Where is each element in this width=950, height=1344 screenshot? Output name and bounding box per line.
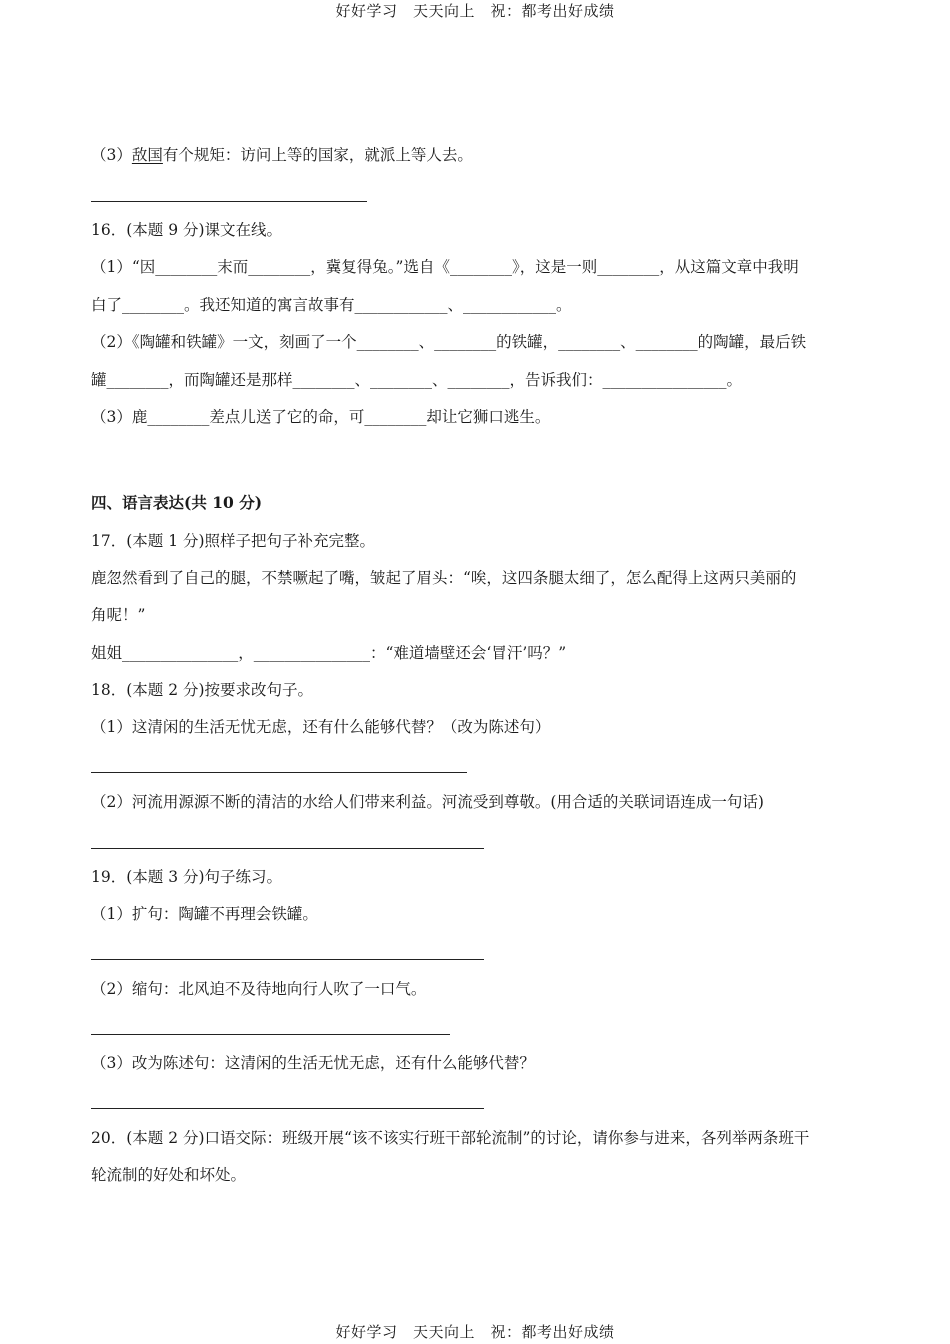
section-heading: 四、语言表达(共 10 分) (91, 493, 263, 512)
answer-line-q19-3[interactable] (91, 1108, 484, 1109)
answer-line-q18-1[interactable] (91, 772, 467, 773)
q19-part1: （1）扩句：陶罐不再理会铁罐。 (91, 905, 318, 923)
q19-title: 19．(本题 3 分)句子练习。 (91, 868, 283, 886)
q17-example-line1: 鹿忽然看到了自己的腿，不禁噘起了嘴，皱起了眉头：“唉，这四条腿太细了，怎么配得上这两只美丽的 (91, 569, 797, 587)
answer-line-q19-2[interactable] (91, 1034, 450, 1035)
q15-part3-underlined: 敌国 (131, 146, 163, 164)
q16-part2-line2: 罐________，而陶罐还是那样________、________、________，告诉我们：________________。 (91, 371, 743, 389)
page-header: 好好学习 天天向上 祝：都考出好成绩 (335, 2, 615, 20)
q16-part1-line2: 白了________。我还知道的寓言故事有____________、____________。 (91, 296, 572, 314)
q17-title: 17．(本题 1 分)照样子把句子补充完整。 (91, 532, 376, 550)
q20-line1: 20．(本题 2 分)口语交际：班级开展“该不该实行班干部轮流制”的讨论，请你参与进来，各列举两条班干 (91, 1129, 810, 1147)
q15-part3-rest: 有个规矩：访问上等的国家，就派上等人去。 (162, 146, 473, 164)
page-footer: 好好学习 天天向上 祝：都考出好成绩 (335, 1323, 615, 1341)
q16-part1-line1: （1）“因________末而________，冀复得兔。”选自《________》，这是一则________，从这篇文章中我明 (91, 258, 799, 276)
q16-part2-line1: （2）《陶罐和铁罐》一文，刻画了一个________、________的铁罐，________、________的陶罐，最后铁 (91, 333, 807, 351)
q17-example-line2: 角呢！” (91, 606, 146, 624)
q16-title: 16．(本题 9 分)课文在线。 (91, 221, 283, 239)
q16-part3: （3）鹿________差点儿送了它的命，可________却让它狮口逃生。 (91, 408, 551, 426)
answer-line-q18-2[interactable] (91, 848, 484, 849)
q19-part3: （3）改为陈述句：这清闲的生活无忧无虑，还有什么能够代替？ (91, 1054, 535, 1072)
q15-part3 (91, 145, 473, 165)
q18-part2: （2）河流用源源不断的清洁的水给人们带来利益。河流受到尊敬。(用合适的关联词语连成一句话) (91, 793, 764, 811)
answer-line-q15-3[interactable] (91, 201, 367, 202)
q18-title: 18．(本题 2 分)按要求改句子。 (91, 681, 314, 699)
q15-part3-prefix: （3） (91, 146, 132, 164)
q17-fill-sentence: 姐姐_______________，_______________：“难道墙壁还会‘冒汗’吗？” (91, 644, 567, 662)
answer-line-q19-1[interactable] (91, 959, 484, 960)
q20-line2: 轮流制的好处和坏处。 (91, 1166, 247, 1184)
q18-part1: （1）这清闲的生活无忧无虑，还有什么能够代替？（改为陈述句） (91, 718, 551, 736)
q19-part2: （2）缩句：北风迫不及待地向行人吹了一口气。 (91, 980, 427, 998)
